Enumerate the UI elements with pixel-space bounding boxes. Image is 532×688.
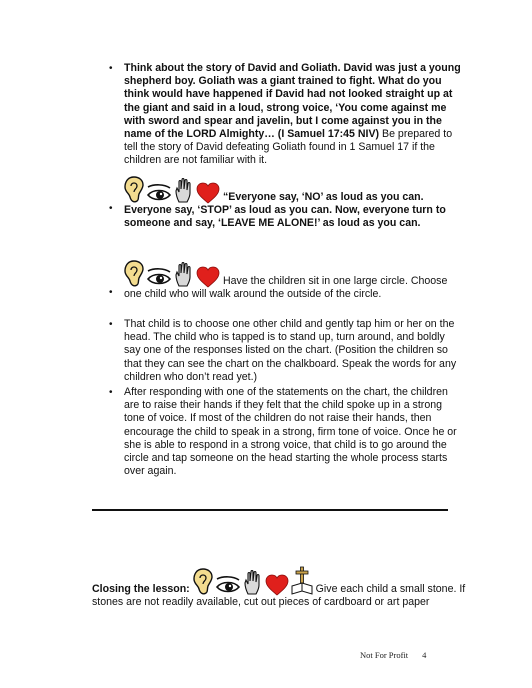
- bullet-dot: •: [109, 287, 113, 298]
- closing-text: Give each child a small stone. If stones are not readily available, cut out pieces of cardboard or art paper: [92, 582, 466, 608]
- bullet-dot: •: [109, 319, 113, 330]
- senses-icons: [124, 260, 220, 288]
- hand-icon: [243, 570, 263, 596]
- horizontal-divider: [92, 509, 448, 511]
- bullet-tap-child: [109, 318, 464, 384]
- bullet-dot: •: [109, 203, 113, 214]
- bullet-david-goliath: [109, 62, 464, 168]
- eye-icon: [215, 576, 241, 596]
- bullet-dot: •: [109, 387, 113, 398]
- bullet-text: After responding with one of the statements on the chart, the children are to raise their hands if they felt that the child spoke up in a strong tone of voice. If most of the children do not raise their hands, then encourage the child to speak in a strong, firm tone of voice. Once he or she is able to respond in a strong voice, that child is to go around the circle and tap someone on the head starting the whole process starts over again.: [124, 386, 457, 478]
- heart-icon: [265, 574, 289, 596]
- bullet-text: Have the children sit in one large circle. Choose one child who will walk around the outside of the circle.: [124, 274, 448, 300]
- ear-icon: [124, 176, 144, 204]
- page-footer: [360, 650, 426, 660]
- eye-icon: [146, 268, 172, 288]
- bullet-bold-text: Think about the story of David and Goliath. David was just a young shepherd boy. Goliath was a giant trained to fight. What do you think would have happened if David had not looked straight up at the giant and said in a loud, strong voice, ‘You come against me with sword and spear and javelin, but I come against you in the name of the LORD Almighty… (I Samuel 17:45 NIV): [124, 62, 461, 141]
- heart-icon: [196, 182, 220, 204]
- bullet-normal-text: Be prepared to tell the story of David defeating Goliath found in 1 Samuel 17 if the children are not familiar with it.: [124, 128, 453, 167]
- senses-icons: [124, 176, 220, 204]
- bullet-dot: •: [109, 63, 113, 74]
- bullet-raise-hands: [109, 386, 464, 478]
- hand-icon: [174, 262, 194, 288]
- page-number: 4: [422, 650, 427, 660]
- bullet-sit-in-circle: [109, 260, 464, 301]
- senses-icons: [193, 566, 313, 596]
- bullet-bold-text: “Everyone say, ‘NO’ as loud as you can. Everyone say, ‘STOP’ as loud as you can. Now, everyone turn to someone and say, ‘LEAVE ME ALONE!’ as loud as you can.: [124, 190, 446, 230]
- ear-icon: [193, 568, 213, 596]
- footer-text: Not For Profit: [360, 650, 409, 660]
- bible-cross-icon: [291, 566, 313, 596]
- closing-label: Closing the lesson:: [92, 582, 190, 595]
- bullet-everyone-say: [109, 176, 464, 230]
- hand-icon: [174, 178, 194, 204]
- closing-section: [92, 566, 472, 609]
- bullet-text: That child is to choose one other child and gently tap him or her on the head. The child who is tapped is to stand up, turn around, and boldly say one of the responses listed on the chart. (Position the children so that they can see the chart on the chalkboard. Speak the words for any children who don’t read yet.): [124, 318, 457, 383]
- heart-icon: [196, 266, 220, 288]
- ear-icon: [124, 260, 144, 288]
- eye-icon: [146, 184, 172, 204]
